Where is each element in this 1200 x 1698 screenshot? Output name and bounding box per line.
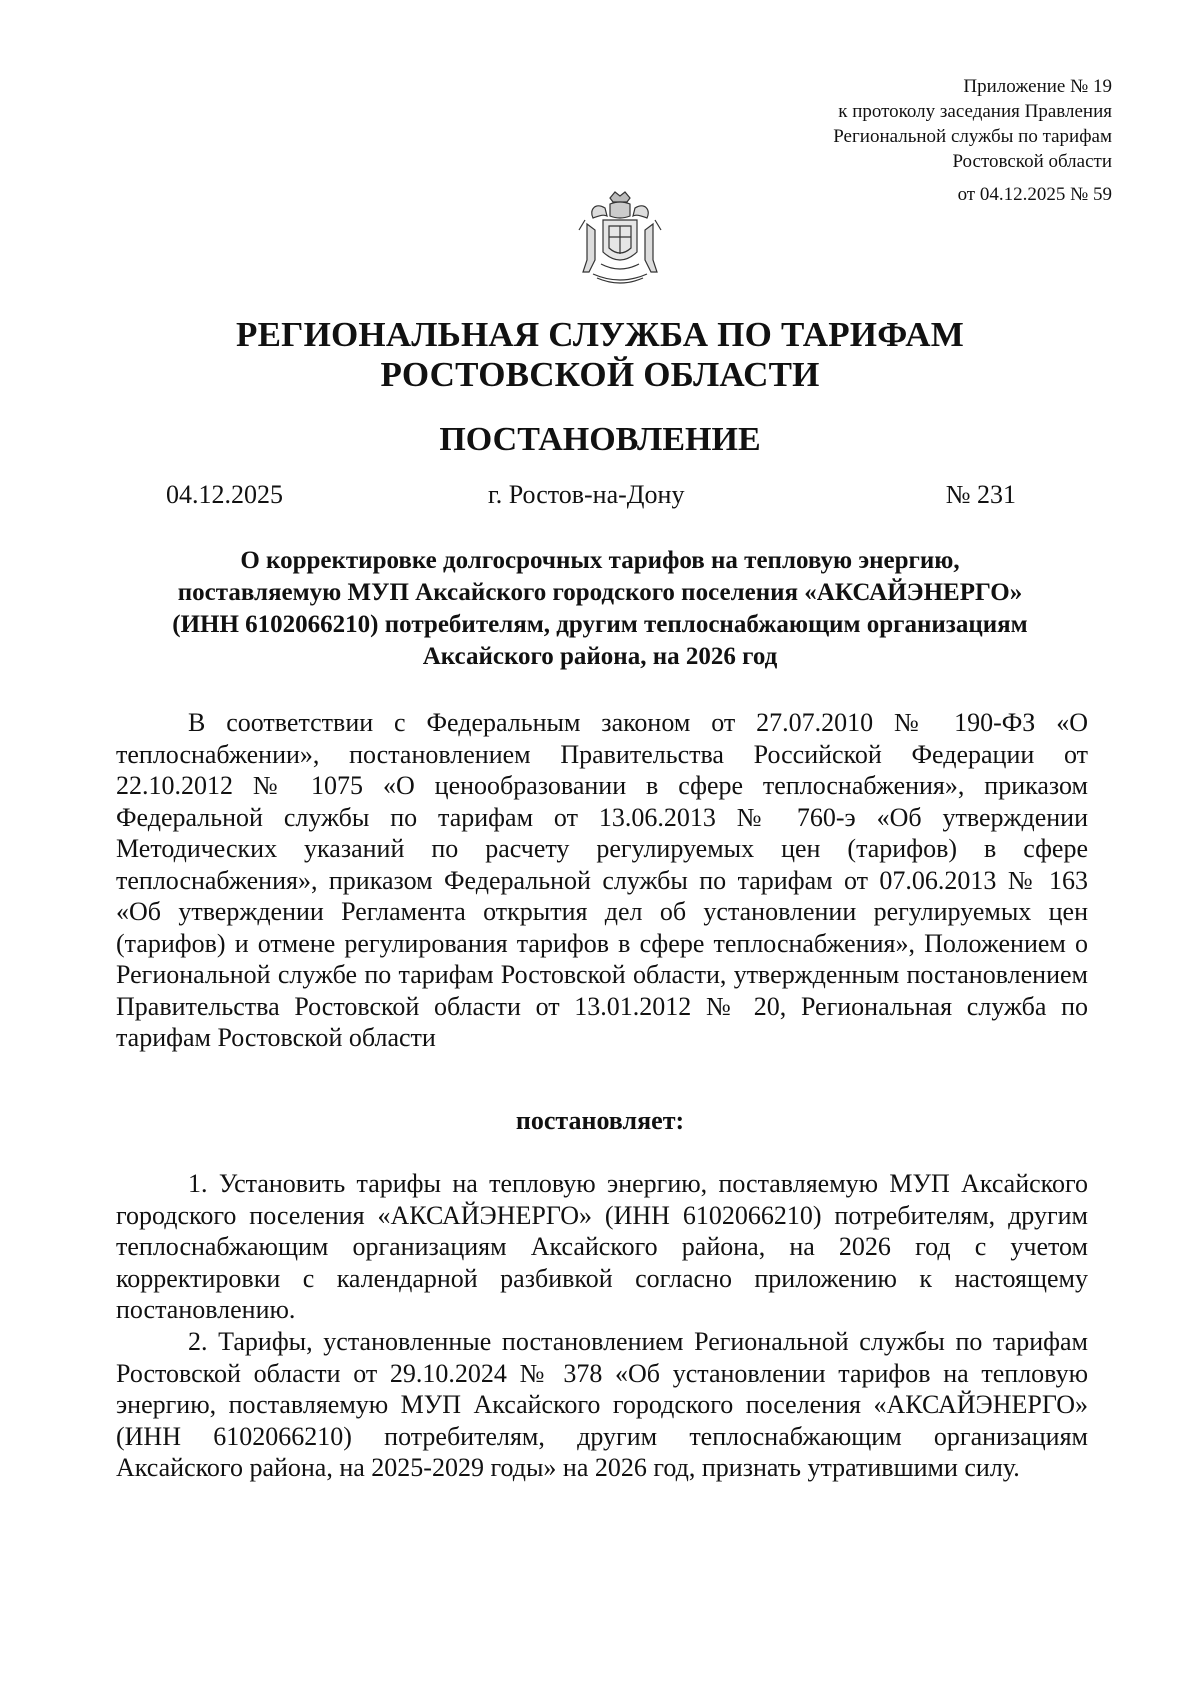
organization-title xyxy=(0,315,1200,395)
subject-line: Аксайского района, на 2026 год xyxy=(422,643,778,670)
resolution-item-1: 1. Установить тарифы на тепловую энергию, поставляемую МУП Аксайского городского поселения «АКСАЙЭНЕРГО» (ИНН 6102066210) потребителям, другим теплоснабжающим организациям Аксайского района, на 2026 год с учетом корректировки с календарной разбивкой согласно приложению к настоящему постановлению. xyxy=(116,1169,1088,1324)
document-kind: ПОСТАНОВЛЕНИЕ xyxy=(439,421,761,458)
organization-title-line: РЕГИОНАЛЬНАЯ СЛУЖБА ПО ТАРИФАМ xyxy=(235,315,964,354)
appendix-line: Ростовской области xyxy=(952,151,1112,172)
document-city: г. Ростов-на-Дону xyxy=(488,480,685,509)
appendix-line: Приложение № 19 xyxy=(963,76,1112,97)
organization-title-line: РОСТОВСКОЙ ОБЛАСТИ xyxy=(380,355,820,394)
appendix-line: к протоколу заседания Правления xyxy=(838,101,1112,122)
subject-line: О корректировке долгосрочных тарифов на тепловую энергию, xyxy=(240,547,960,574)
document-number: № 231 xyxy=(945,480,1016,509)
decree-word: постановляет: xyxy=(515,1106,685,1135)
resolution-item-2: 2. Тарифы, установленные постановлением Региональной службы по тарифам Ростовской области от 29.10.2024 № 378 «Об установлении тарифов на тепловую энергию, поставляемую МУП Аксайского городского поселения «АКСАЙЭНЕРГО» (ИНН 6102066210) потребителям, другим теплоснабжающим организациям Аксайского района, на 2025-2029 годы» на 2026 год, признать утратившими силу. xyxy=(116,1327,1088,1482)
document-meta-row xyxy=(166,478,1016,512)
preamble-paragraph: В соответствии с Федеральным законом от 27.07.2010 № 190-ФЗ «О теплоснабжении», постановлением Правительства Российской Федерации от 22.10.2012 № 1075 «О ценообразовании в сфере теплоснабжения», приказом Федеральной службы по тарифам от 13.06.2013 № 760-э «Об утверждении Методических указаний по расчету регулируемых цен (тарифов) в сфере теплоснабжения», приказом Федеральной службы по тарифам от 07.06.2013 № 163 «Об утверждении Регламента открытия дел об установлении регулируемых цен (тарифов) и отмене регулирования тарифов в сфере теплоснабжения», Положением о Региональной службе по тарифам Ростовской области, утвержденным постановлением Правительства Ростовской области от 13.01.2012 № 20, Региональная служба по тарифам Ростовской области xyxy=(116,708,1088,1052)
subject-line: поставляемую МУП Аксайского городского поселения «АКСАЙЭНЕРГО» xyxy=(177,579,1023,606)
document-subject xyxy=(120,545,1080,673)
appendix-protocol-date: от 04.12.2025 № 59 xyxy=(957,184,1112,205)
appendix-line: Региональной службы по тарифам xyxy=(833,126,1112,147)
appendix-block xyxy=(652,74,1112,207)
coat-of-arms-icon xyxy=(565,190,675,290)
document-date: 04.12.2025 xyxy=(166,480,283,509)
subject-line: (ИНН 6102066210) потребителям, другим теплоснабжающим организациям xyxy=(172,611,1028,638)
